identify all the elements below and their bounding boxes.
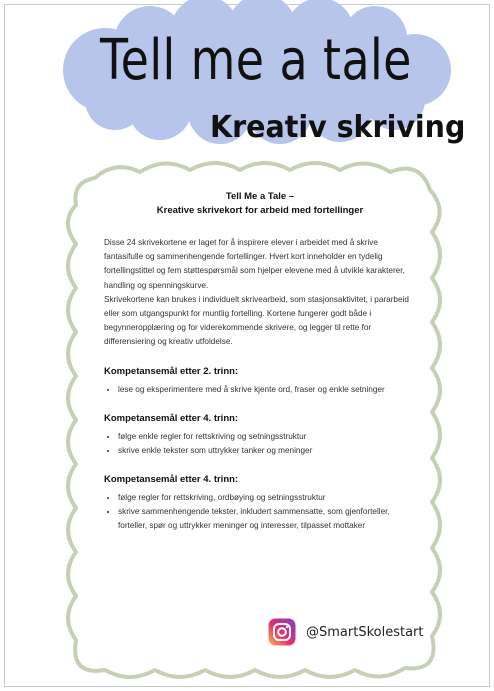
- footer: [268, 618, 423, 646]
- list-item: • følge enkle regler for rettskriving og setningsstruktur: [118, 430, 416, 444]
- card-heading-line1: Tell Me a Tale –: [225, 191, 295, 202]
- intro-paragraph-1: Disse 24 skrivekortene er laget for å inspirere elever i arbeidet med å skrive fantasifulle og sammenhengende fortellinger. Hvert kort inneholder en tydelig fortellingstittel og fem støttespørsmål som hjelper elevene med å utvikle karakterer, handling og spenningskurve.: [104, 238, 405, 290]
- intro-paragraph-2: Skrivekortene kan brukes i individuelt skrivearbeid, som stasjonsaktivitet, i pararbeid eller som utgangspunkt for muntlig fortelling. Kortene fungerer godt både i begynneropplæring og for viderekommende skrivere, og legger til rette for differensiering og kreativ utfoldelse.: [104, 294, 409, 347]
- section-list-3: [104, 491, 416, 533]
- intro-text: [104, 236, 416, 350]
- section-list-1: [104, 383, 416, 397]
- list-item: • følge regler for rettskriving, ordbøying og setningsstruktur: [118, 491, 416, 505]
- section-list-2: [104, 430, 416, 458]
- card-heading: [104, 190, 416, 218]
- section-title-1: Kompetansemål etter 2. trinn:: [104, 365, 239, 377]
- section-title-3: Kompetansemål etter 4. trinn:: [104, 473, 239, 485]
- card-content: [104, 190, 416, 533]
- list-item: • skrive sammenhengende tekster, inkludert sammensatte, som gjenforteller, forteller, spør og uttrykker meninger og interesser, tilpasset mottaker: [118, 505, 416, 533]
- instagram-icon[interactable]: [268, 618, 296, 646]
- list-item: • lese og eksperimentere med å skrive kjente ord, fraser og enkle setninger: [118, 383, 416, 397]
- section-title-2: Kompetansemål etter 4. trinn:: [104, 412, 239, 424]
- instagram-handle[interactable]: @SmartSkolestart: [306, 624, 424, 640]
- page-title: Tell me a tale: [100, 28, 412, 93]
- card-heading-line2: Kreative skrivekort for arbeid med fortellinger: [156, 205, 364, 216]
- page-subtitle: Kreativ skriving: [210, 110, 466, 145]
- list-item: • skrive enkle tekster som uttrykker tanker og meninger: [118, 444, 416, 458]
